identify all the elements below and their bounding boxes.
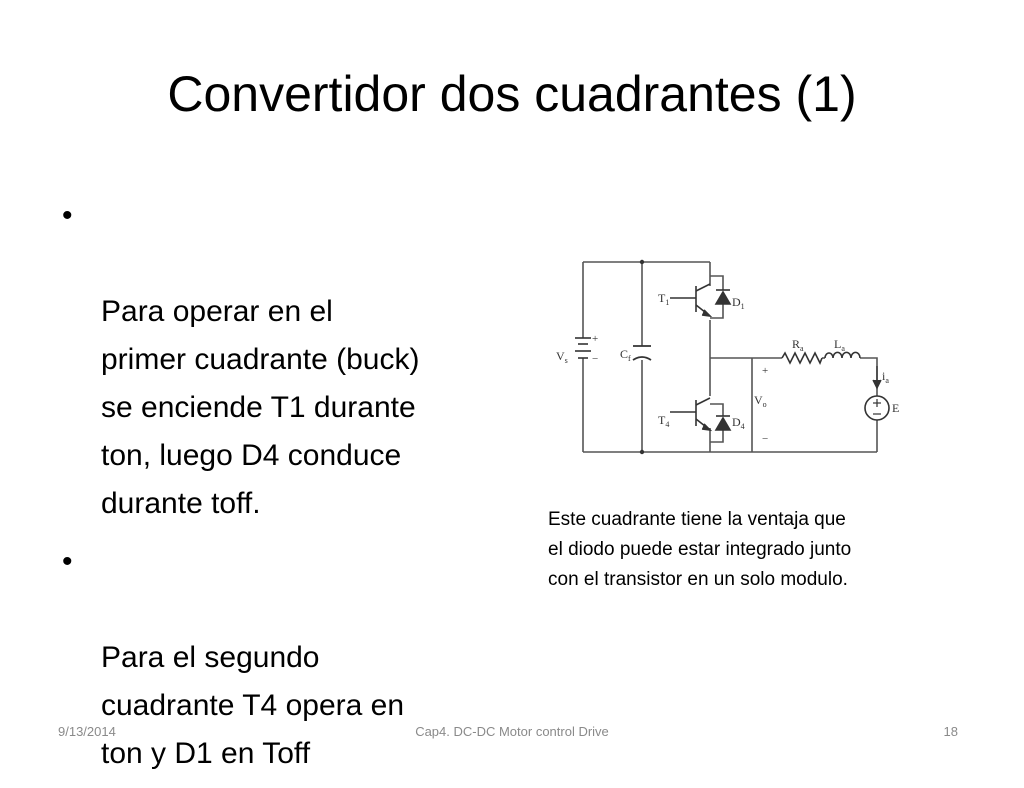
- label-d1: $D_1$: [732, 295, 745, 311]
- label-d4: $D_4$: [732, 415, 745, 431]
- label-ra: $R_a$: [792, 337, 804, 353]
- circuit-diagram: [520, 238, 922, 478]
- label-vo-plus: +: [762, 365, 769, 377]
- page-number: 18: [943, 724, 958, 739]
- transistor-t4-icon: [670, 398, 710, 430]
- label-cf: $C_f$: [620, 347, 631, 363]
- label-t4: $T_4$: [658, 413, 670, 429]
- node-dot: [640, 450, 644, 454]
- diode-d1-icon: [716, 290, 730, 304]
- bullet-icon: •: [62, 199, 73, 232]
- slide-title: Convertidor dos cuadrantes (1): [167, 66, 857, 122]
- transistor-t1-icon: [670, 284, 710, 316]
- current-arrow-icon: [873, 366, 881, 388]
- footer-date: 9/13/2014: [58, 724, 116, 739]
- label-vs-plus: +: [592, 333, 599, 345]
- battery-icon: [575, 338, 591, 358]
- bullet-text: Para el segundo cuadrante T4 opera en ton y D1 en Toff: [101, 641, 405, 770]
- inductor-icon: [825, 352, 860, 358]
- label-vo-minus: −: [762, 433, 769, 445]
- bullet-icon: •: [62, 545, 73, 578]
- label-vo: $V_o$: [754, 393, 767, 409]
- label-vs: $V_s$: [556, 349, 568, 365]
- label-e: E: [892, 401, 900, 415]
- node-dot: [640, 260, 644, 264]
- bullet-item: [62, 192, 502, 528]
- label-ia: $i_a$: [882, 369, 889, 385]
- resistor-icon: [782, 353, 822, 363]
- bullet-item: [62, 538, 502, 778]
- footer-title: Cap4. DC-DC Motor control Drive: [415, 724, 609, 739]
- capacitor-icon: [633, 346, 651, 360]
- diode-d4-icon: [716, 416, 730, 430]
- label-la: $L_a$: [834, 337, 845, 353]
- bullet-text: Para operar en el primer cuadrante (buck) se enciende T1 durante ton, luego D4 conduce durante toff.: [101, 295, 420, 520]
- label-t1: $T_1$: [658, 291, 670, 307]
- bullet-list: [62, 192, 502, 788]
- diagram-caption: Este cuadrante tiene la ventaja que el diodo puede estar integrado junto con el transistor en un solo modulo.: [548, 509, 852, 590]
- label-vs-minus: −: [592, 353, 599, 365]
